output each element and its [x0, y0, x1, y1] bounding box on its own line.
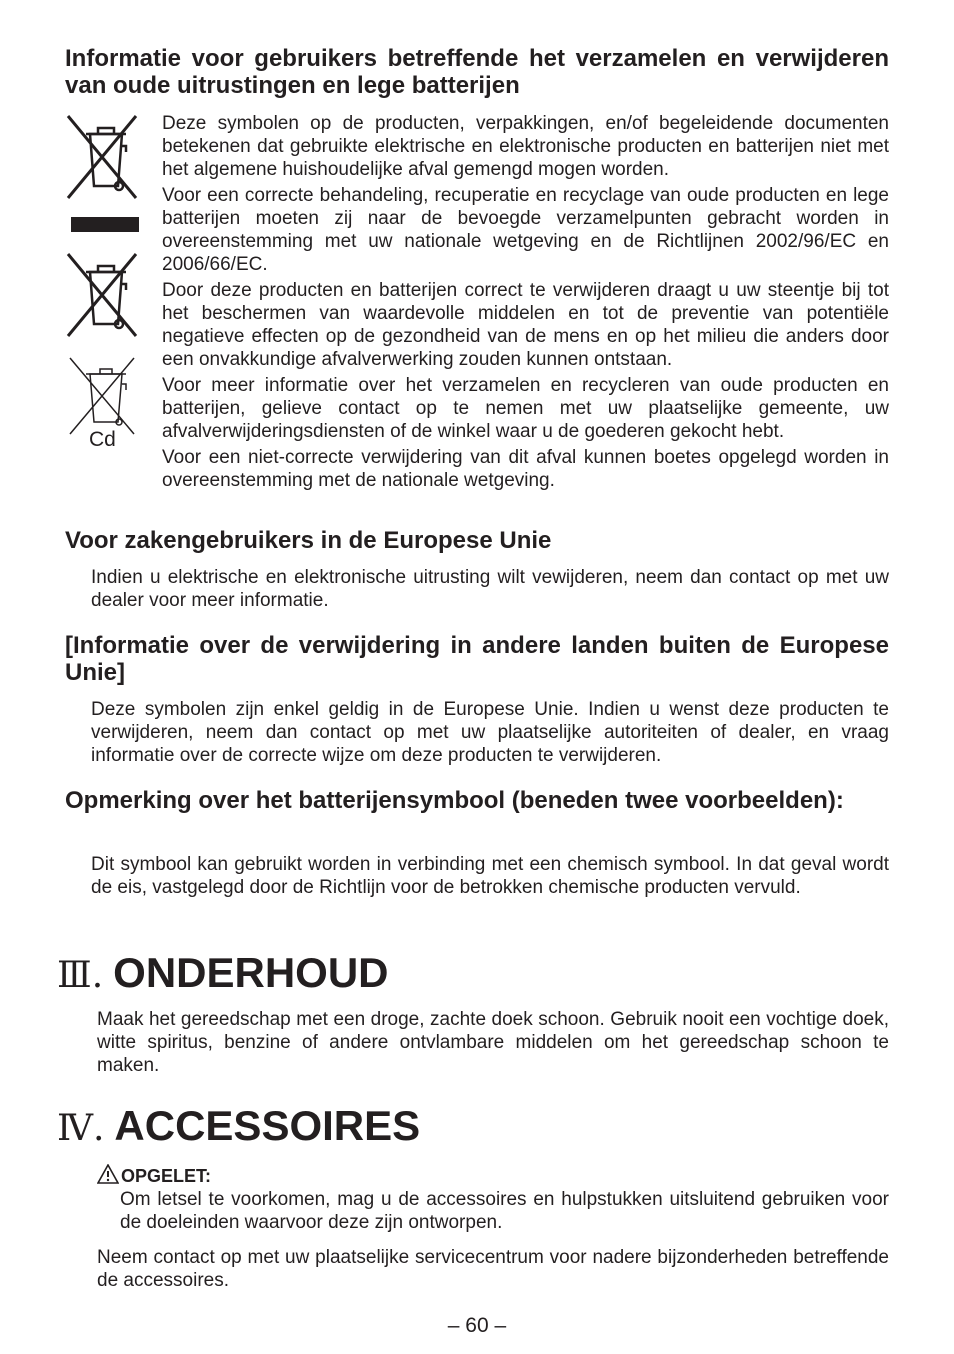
battery-note-text: Dit symbool kan gebruikt worden in verbinding met een chemisch symbool. In dat geval wordt de eis, vastgelegd door de Richtlijn voor de betrokken chemische producten vervuld.	[91, 854, 889, 898]
section-title: ACCESSOIRES	[114, 1102, 421, 1149]
accessories-heading	[57, 1103, 420, 1152]
collection-body	[162, 112, 889, 495]
section-numeral: Ⅳ.	[57, 1108, 105, 1149]
caution-text: Om letsel te voorkomen, mag u de accessoires en hulpstukken uitsluitend gebruiken voor de doeleinden waarvoor deze zijn ontworpen.	[120, 1189, 889, 1233]
crossed-bin-icon	[62, 252, 152, 340]
crossed-bin-icon	[62, 112, 152, 202]
business-heading: Voor zakengebruikers in de Europese Unie	[65, 527, 552, 554]
caution-label: OPGELET:	[121, 1166, 212, 1186]
weee-symbols	[62, 112, 152, 452]
section-title: ONDERHOUD	[113, 949, 389, 996]
page-number: – 60 –	[447, 1314, 507, 1337]
maintenance-text: Maak het gereedschap met een droge, zachte doek schoon. Gebruik nooit een vochtige doek, witte spiritus, benzine of andere ontvlambare middelen om het gereedschap schoon te maken.	[97, 1009, 889, 1076]
section-numeral: Ⅲ.	[57, 955, 104, 996]
paragraph: Door deze producten en batterijen correct te verwijderen draagt u uw steentje bij tot het beschermen van waardevolle middelen en tot de preventie van potentiële negatieve effecten op de gezondheid van de mens en op het milieu die anders door een onvakkundige afvalverwerking zouden kunnen ontstaan.	[162, 280, 889, 370]
outside-eu-heading: [Informatie over de verwijdering in andere landen buiten de Europese Unie]	[65, 632, 889, 686]
maintenance-heading	[57, 950, 389, 999]
collection-heading: Informatie voor gebruikers betreffende het verzamelen en verwijderen van oude uitrustingen en lege batterijen	[65, 45, 889, 99]
black-bar-icon	[71, 217, 139, 232]
battery-note-heading: Opmerking over het batterijensymbool (beneden twee voorbeelden):	[65, 787, 844, 814]
caution-label-row	[97, 1164, 211, 1189]
accessories-text: Neem contact op met uw plaatselijke servicecentrum voor nadere bijzonderheden betreffende de accessoires.	[97, 1247, 889, 1291]
paragraph: Voor een niet-correcte verwijdering van dit afval kunnen boetes opgelegd worden in overeenstemming met de nationale wetgeving.	[162, 447, 889, 491]
paragraph: Voor meer informatie over het verzamelen en recycleren van oude producten en batterijen, gelieve contact op te nemen met uw plaatselijke gemeente, uw afvalverwijderingsdiensten of de winkel waar u de goederen gekocht hebt.	[162, 375, 889, 442]
paragraph: Voor een correcte behandeling, recuperatie en recyclage van oude producten en lege batterijen moeten zij naar de bevoegde verzamelpunten gebracht worden in overeenstemming met uw nationale wetgeving en de Richtlijnen 2002/96/EC en 2006/66/EC.	[162, 185, 889, 275]
paragraph: Deze symbolen op de producten, verpakkingen, en/of begeleidende documenten betekenen dat gebruikte elektrische en elektronische producten en batterijen niet met het algemene huishoudelijke afval gemengd mogen worden.	[162, 113, 889, 180]
business-text: Indien u elektrische en elektronische uitrusting wilt vewijderen, neem dan contact op met uw dealer voor meer informatie.	[91, 567, 889, 611]
warning-triangle-icon	[97, 1164, 119, 1189]
outside-eu-text: Deze symbolen zijn enkel geldig in de Europese Unie. Indien u wenst deze producten te verwijderen, neem dan contact op met uw plaatselijke autoriteiten of dealer, en vraag informatie over de correcte wijze om deze producten te verwijderen.	[91, 699, 889, 766]
cd-label: Cd	[89, 428, 116, 451]
battery-bin-icon	[62, 356, 152, 436]
